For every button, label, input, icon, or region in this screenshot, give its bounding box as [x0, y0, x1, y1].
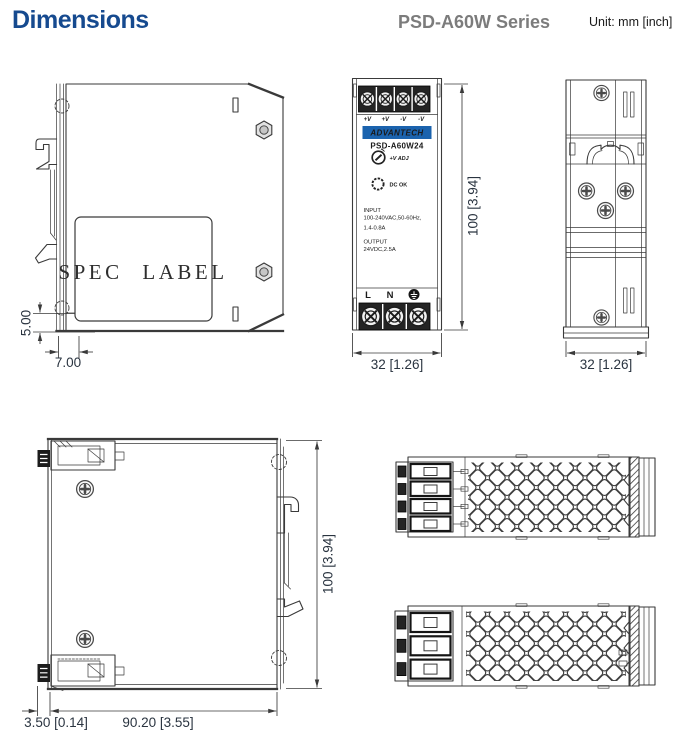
spec-label-text: SPEC LABEL [58, 260, 228, 284]
phillips-screw-icon [579, 183, 595, 199]
front-height-dim [444, 84, 481, 330]
end-plate [639, 458, 655, 536]
phillips-screw-icon [598, 203, 614, 219]
terminal-screw-icon [385, 307, 404, 326]
input-rating-text [364, 208, 422, 232]
hex-nut-icon [256, 263, 272, 281]
dc-ok-led-icon [372, 178, 383, 189]
series-title: PSD-A60W Series [398, 12, 551, 32]
side-depth-dims [22, 686, 277, 730]
phillips-screw-icon [618, 183, 634, 199]
top-view [396, 455, 655, 539]
svg-text:1.4-0.8A: 1.4-0.8A [363, 225, 386, 232]
side-view-top [19, 84, 283, 370]
front-view [353, 79, 481, 373]
rear-width-dim [566, 341, 646, 372]
model-text: PSD-A60W24 [370, 141, 424, 151]
top-terminal-assembly [38, 441, 125, 470]
din-spring-clip-icon [570, 142, 644, 165]
svg-text:+V: +V [363, 117, 372, 123]
vent-grid [468, 463, 626, 533]
bottom-view [395, 604, 655, 688]
output-rating-text [364, 240, 396, 254]
terminal-screw-icon [378, 92, 392, 106]
voltage-adjust-knob-icon [372, 149, 385, 164]
page-title: Dimensions [12, 6, 149, 34]
input-terminal-block [359, 86, 431, 112]
dc-ok-label: DC OK [389, 182, 408, 189]
svg-text:INPUT: INPUT [363, 208, 381, 214]
svg-text:5.00: 5.00 [18, 309, 34, 337]
terminal-screw-icon [360, 92, 374, 106]
terminal-block-bottom-view [395, 611, 453, 681]
side-height-dim [286, 441, 336, 689]
din-clip-icon [272, 455, 304, 666]
terminal-screw-icon [414, 92, 428, 106]
terminal-l-label: L [365, 290, 371, 301]
output-terminal-block [359, 303, 430, 330]
terminal-screw-icon [409, 307, 428, 326]
svg-text:100 [3.94]: 100 [3.94] [320, 533, 336, 595]
svg-text:3.50 [0.14]: 3.50 [0.14] [24, 715, 88, 730]
svg-text:90.20 [3.55]: 90.20 [3.55] [122, 715, 194, 730]
terminal-block-top-view [396, 462, 468, 532]
phillips-screw-icon [594, 310, 609, 325]
svg-text:OUTPUT: OUTPUT [363, 239, 388, 246]
terminal-labels [364, 117, 425, 123]
vent-grid [466, 612, 626, 682]
phillips-screw-icon [77, 631, 94, 648]
terminal-n-label: N [386, 290, 394, 301]
bottom-terminal-assembly [38, 655, 125, 691]
svg-text:32 [1.26]: 32 [1.26] [579, 357, 633, 372]
svg-text:-V: -V [400, 117, 407, 123]
dim-7-00 [45, 336, 93, 370]
svg-text:7.00: 7.00 [54, 355, 82, 370]
svg-text:100-240VAC,50-60Hz,: 100-240VAC,50-60Hz, [363, 215, 422, 222]
adj-label: +V ADJ [389, 156, 409, 162]
front-width-dim [353, 333, 442, 372]
end-plate [639, 607, 655, 685]
phillips-screw-icon [594, 85, 609, 100]
unit-note: Unit: mm [inch] [589, 15, 673, 29]
din-rail-section [629, 606, 639, 686]
ground-symbol-icon [409, 289, 420, 300]
rear-view [564, 80, 649, 372]
brand-text: ADVANTECH [370, 128, 424, 138]
terminal-pins [453, 469, 468, 526]
svg-text:32 [1.26]: 32 [1.26] [370, 357, 424, 372]
din-clip-icon [36, 139, 57, 263]
terminal-screw-icon [361, 307, 380, 326]
phillips-screw-icon [77, 481, 94, 498]
svg-text:24VDC,2.5A: 24VDC,2.5A [363, 247, 396, 253]
din-rail-section [629, 457, 639, 537]
terminal-screw-icon [396, 92, 410, 106]
svg-text:+V: +V [381, 117, 390, 123]
svg-text:100 [3.94]: 100 [3.94] [465, 175, 481, 237]
side-view-bottom [22, 439, 336, 730]
hex-nut-icon [256, 121, 272, 139]
svg-text:-V: -V [418, 117, 425, 123]
